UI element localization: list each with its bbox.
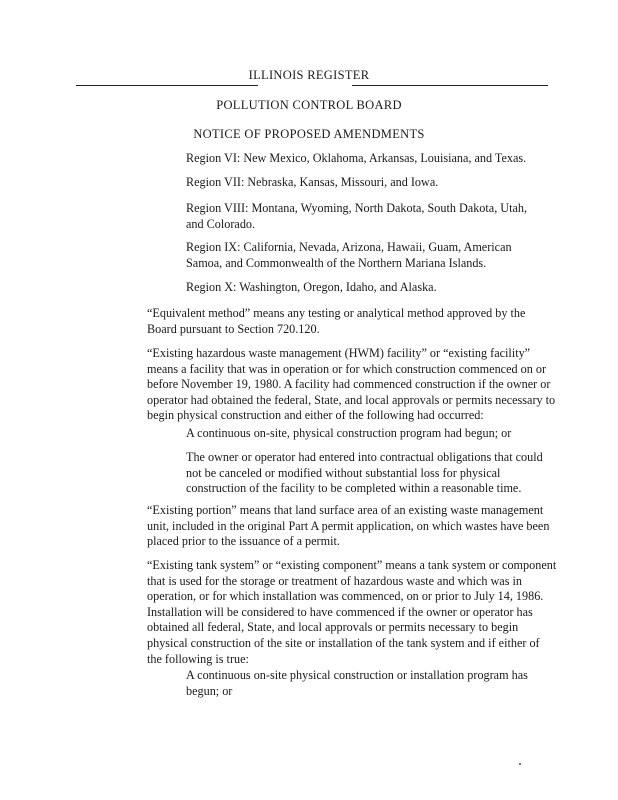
region-ix-paragraph: Region IX: California, Nevada, Arizona, Hawaii, Guam, American Samoa, and Commonwealth of the Northern Mariana Islands. [186,240,512,270]
equivalent-method-definition: “Equivalent method” means any testing or analytical method approved by the Board pursuant to Section 720.120. [147,306,526,336]
tank-condition-a: A continuous on-site physical construction or installation program has begun; or [186,668,528,698]
scan-speck [519,763,521,765]
region-x-paragraph: Region X: Washington, Oregon, Idaho, and Alaska. [186,280,437,294]
region-viii-paragraph: Region VIII: Montana, Wyoming, North Dakota, South Dakota, Utah, and Colorado. [186,201,528,231]
header-rule-right [352,85,548,86]
region-vi-paragraph: Region VI: New Mexico, Oklahoma, Arkansas, Louisiana, and Texas. [186,151,527,165]
existing-portion-definition: “Existing portion” means that land surface area of an existing waste management unit, included in the original Part A permit application, on which wastes have been placed prior to the issuance of a permit. [147,503,550,549]
facility-condition-b: The owner or operator had entered into contractual obligations that could not be canceled or modified without substantial loss for physical construction of the facility to be completed within a reasonable time. [186,450,543,496]
facility-condition-a: A continuous on-site, physical construction program had begun; or [186,426,512,440]
register-title: ILLINOIS REGISTER [248,68,370,82]
header-rule-left [76,85,258,86]
region-vii-paragraph: Region VII: Nebraska, Kansas, Missouri, and Iowa. [186,175,439,189]
board-title: POLLUTION CONTROL BOARD [216,98,402,112]
notice-title: NOTICE OF PROPOSED AMENDMENTS [193,127,425,141]
existing-tank-system-definition: “Existing tank system” or “existing component” means a tank system or component that is used for the storage or treatment of hazardous waste and which was in operation, or for which installation was commenced, on or prior to July 14, 1986. Installation will be considered to have commenced if the owner or operator has obtained all federal, State, and local approvals or permits necessary to begin physical construction of the site or installation of the tank system and if either of the following is true: [147,558,557,666]
existing-facility-definition: “Existing hazardous waste management (HWM) facility” or “existing facility” means a facility that was in operation or for which construction commenced on or before November 19, 1980. A facility had commenced construction if the owner or operator had obtained the federal, State, and local approvals or permits necessary to begin physical construction and either of the following had occurred: [147,346,556,423]
